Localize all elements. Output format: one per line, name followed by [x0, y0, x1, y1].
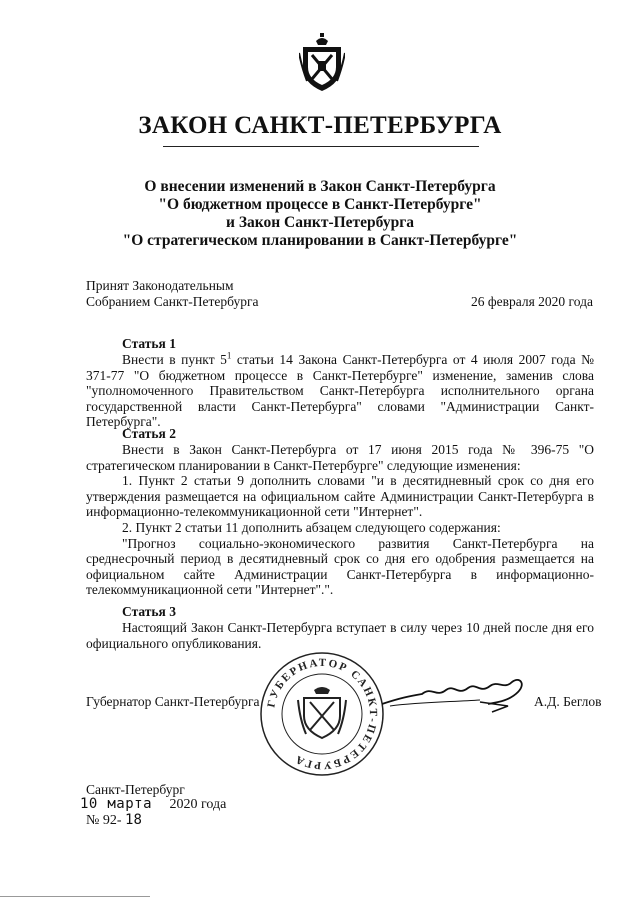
article-1: [86, 336, 594, 430]
coat-of-arms-emblem: [299, 33, 345, 93]
subject-line: и Закон Санкт-Петербурга: [226, 214, 414, 231]
law-title: ЗАКОН САНКТ-ПЕТЕРБУРГА: [138, 112, 502, 139]
signature-mark: [380, 668, 540, 716]
subject-line: "О стратегическом планировании в Санкт-Петербурге": [122, 232, 518, 249]
adopted-by: [86, 278, 259, 310]
article-3-text: Настоящий Закон Санкт-Петербурга вступает в силу через 10 дней после дня его официального опубликования.: [86, 620, 594, 651]
article-3: [86, 604, 594, 651]
place-of-signing: Санкт-Петербург: [86, 782, 185, 797]
article-1-heading: Статья 1: [122, 336, 176, 351]
article-2-intro: Внести в Закон Санкт-Петербурга от 17 июня 2015 года № 396-75 "О стратегическом планировании в Санкт-Петербурге" следующие изменения:: [86, 442, 594, 473]
law-number: [86, 812, 142, 829]
title-underline: [163, 146, 479, 147]
bottom-divider: [0, 896, 150, 897]
article-3-heading: Статья 3: [122, 604, 176, 619]
adopted-date: 26 февраля 2020 года: [471, 294, 593, 309]
article-2-item-1: 1. Пункт 2 статьи 9 дополнить словами "и в десятидневный срок со дня его утверждения размещается на официальном сайте Администрации Санкт-Петербурга в информационно-телекоммуникационной сети "Интернет".: [86, 473, 594, 520]
date-day: 10: [80, 796, 98, 812]
law-subject: [0, 178, 640, 250]
article-1-text-part: Внести в пункт 5: [122, 352, 227, 367]
article-2-item-2: 2. Пункт 2 статьи 11 дополнить абзацем следующего содержания:: [122, 519, 501, 535]
number-prefix: № 92-: [86, 813, 122, 828]
article-1-text: [86, 352, 594, 430]
governor-name: А.Д. Беглов: [534, 694, 602, 709]
number-value: 18: [125, 812, 142, 828]
subject-line: "О бюджетном процессе в Санкт-Петербурге": [158, 196, 482, 213]
adopted-line: Собранием Санкт-Петербурга: [86, 294, 259, 309]
subject-line: О внесении изменений в Закон Санкт-Петербурга: [144, 178, 496, 195]
seal-text: ГУБЕРНАТОР САНКТ-ПЕТЕРБУРГА: [265, 656, 380, 772]
article-2: [86, 426, 594, 598]
article-2-quote: "Прогноз социально-экономического развития Санкт-Петербурга на среднесрочный период в десятидневный срок со дня его одобрения размещается на официальном сайте Администрации Санкт-Петербурга в информационно-телекоммуникационной сети "Интернет".".: [86, 535, 594, 598]
adopted-line: Принят Законодательным: [86, 278, 234, 293]
article-2-heading: Статья 2: [122, 426, 176, 441]
date-year: 2020 года: [169, 797, 227, 812]
superscript: 1: [226, 350, 232, 361]
signing-date: [80, 796, 226, 813]
governor-seal: [258, 650, 386, 778]
governor-title: Губернатор Санкт-Петербурга: [86, 694, 260, 709]
article-1-text-part: статьи 14 Закона Санкт-Петербурга от 4 июля 2007 года № 371-77 "О бюджетном процессе в Санкт-Петербурге" изменение, заменив слова "уполномоченного Правительством Санкт-Петербурга исполнительного органа государственной власти Санкт-Петербурга" словами "Администрации Санкт-Петербурга".: [86, 352, 594, 430]
date-month: марта: [107, 796, 153, 812]
